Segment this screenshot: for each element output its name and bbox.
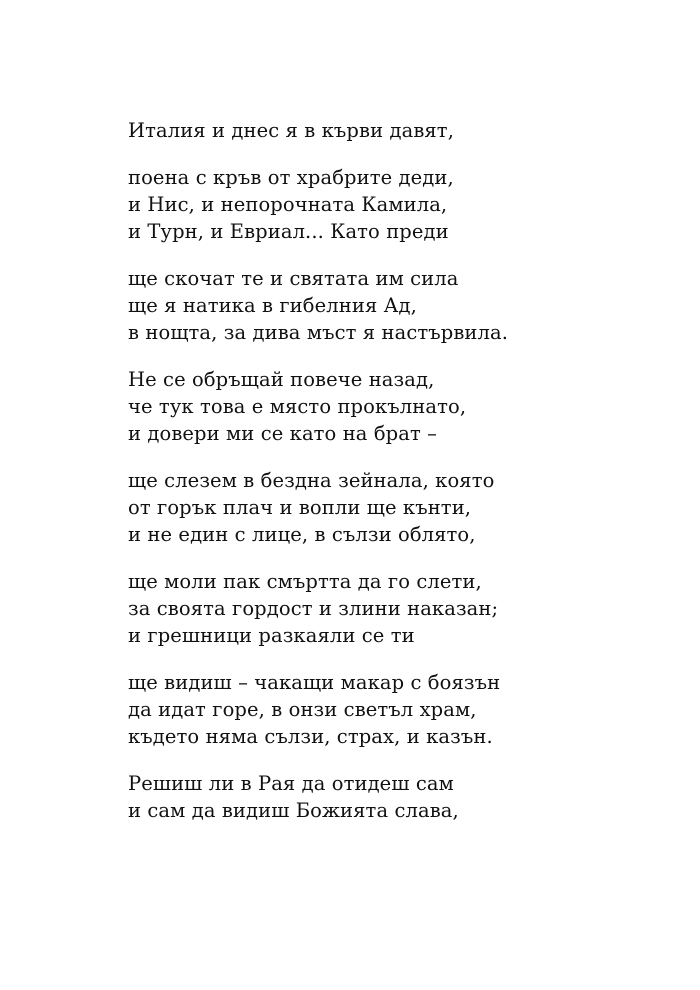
poem-line: ще слезем в бездна зейнала, която — [128, 469, 495, 492]
poem-line: поена с кръв от храбрите деди, — [128, 166, 454, 189]
poem-line: и Турн, и Евриал... Като преди — [128, 220, 449, 243]
poem-line: да идат горе, в онзи светъл храм, — [128, 698, 477, 721]
poem-line: и довери ми се като на брат – — [128, 422, 438, 445]
poem-line: Италия и днес я в кърви давят, — [128, 119, 454, 142]
stanza-3 — [128, 265, 648, 346]
poem-line: и грешници разкаяли се ти — [128, 624, 415, 647]
poem-line: ще моли пак смъртта да го слети, — [128, 570, 482, 593]
stanza-5 — [128, 467, 648, 548]
stanza-7 — [128, 669, 648, 750]
poem-line: и Нис, и непорочната Камила, — [128, 193, 448, 216]
stanza-8 — [128, 770, 648, 824]
poem-line: ще скочат те и святата им сила — [128, 267, 459, 290]
stanza-4 — [128, 366, 648, 447]
poem-line: и сам да видиш Божията слава, — [128, 799, 459, 822]
stanza-1 — [128, 117, 648, 144]
poem-line: за своята гордост и злини наказан; — [128, 597, 499, 620]
poem-text — [128, 117, 648, 844]
poem-line: Решиш ли в Рая да отидеш сам — [128, 772, 454, 795]
poem-line: ще я натика в гибелния Ад, — [128, 294, 417, 317]
stanza-2 — [128, 164, 648, 245]
poem-line: че тук това е място прокълнато, — [128, 395, 467, 418]
poem-line: където няма сълзи, страх, и казън. — [128, 725, 493, 748]
stanza-6 — [128, 568, 648, 649]
poem-line: и не един с лице, в сълзи облято, — [128, 523, 476, 546]
poem-line: ще видиш – чакащи макар с боязън — [128, 671, 501, 694]
poem-line: Не се обръщай повече назад, — [128, 368, 435, 391]
poem-line: в нощта, за дива мъст я настървила. — [128, 321, 509, 344]
poem-line: от горък плач и вопли ще кънти, — [128, 496, 472, 519]
